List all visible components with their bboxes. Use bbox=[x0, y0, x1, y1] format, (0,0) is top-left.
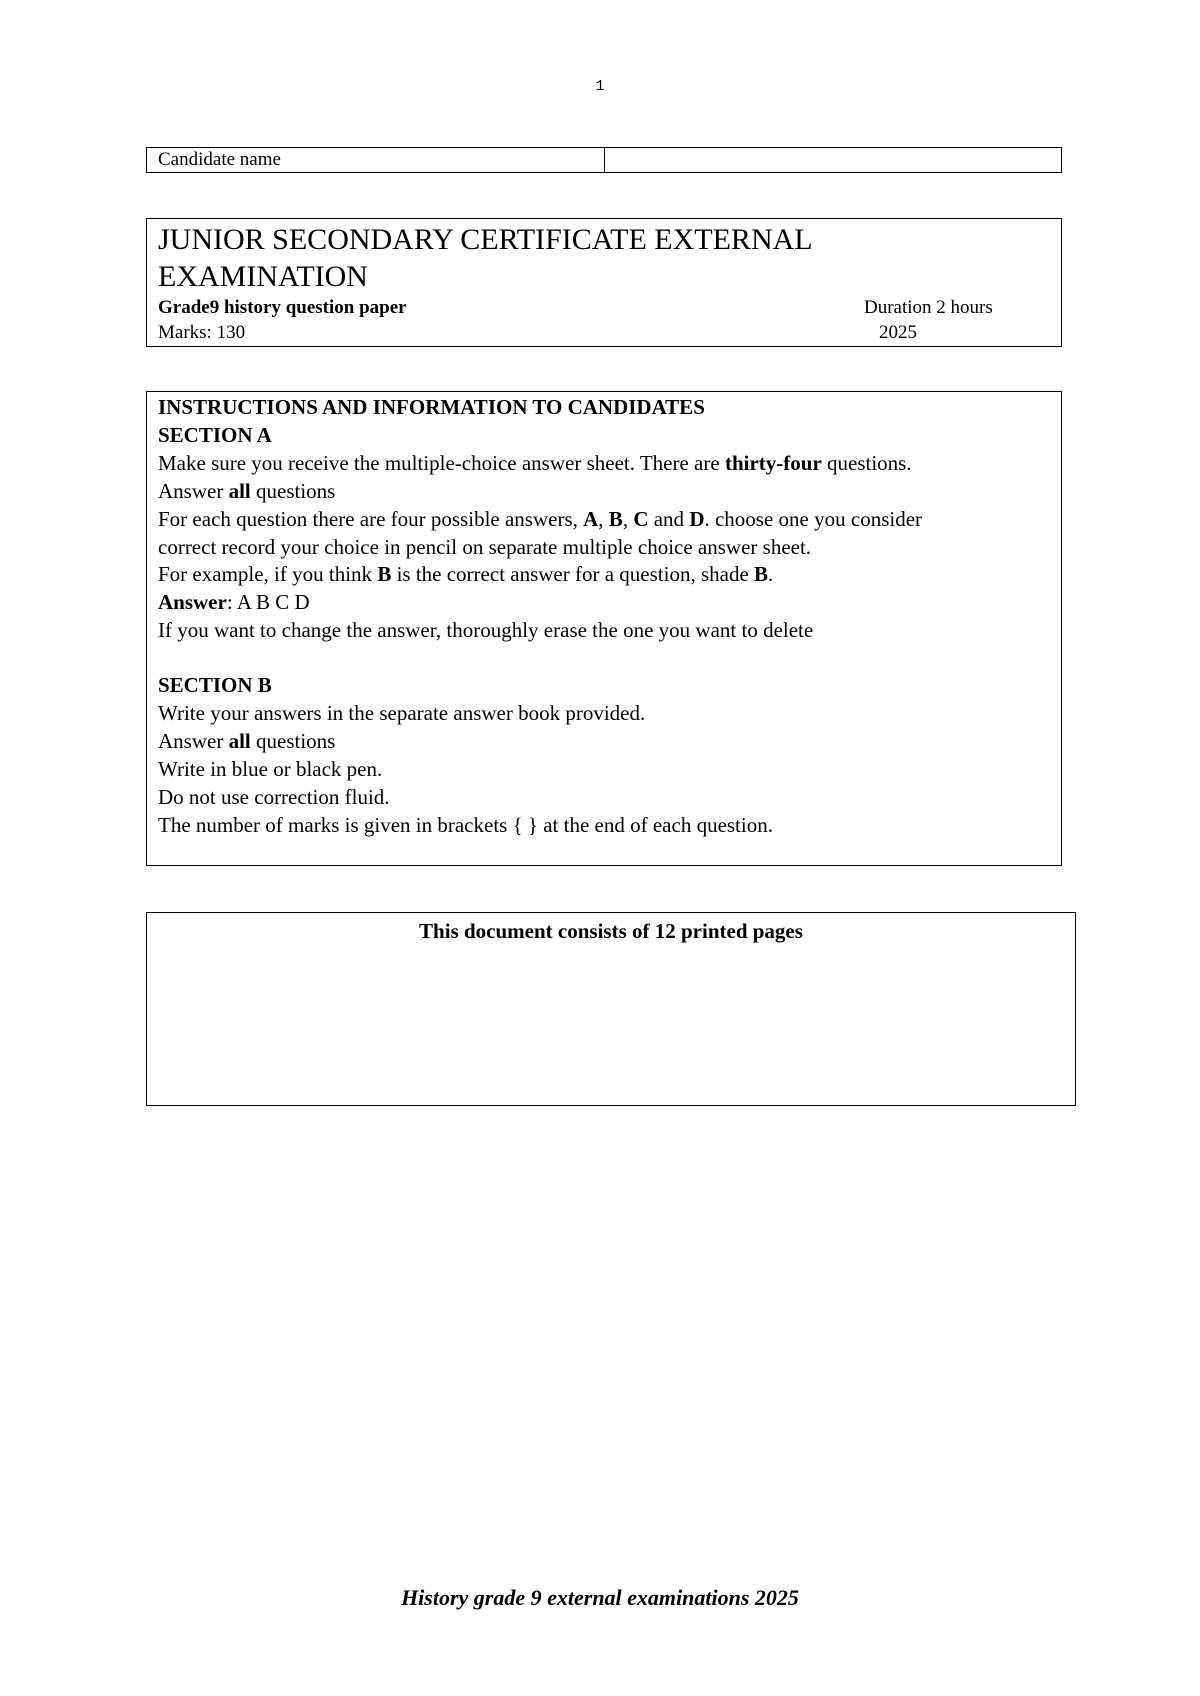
instructions-heading: INSTRUCTIONS AND INFORMATION TO CANDIDATES bbox=[158, 395, 705, 419]
marks: Marks: 130 bbox=[158, 322, 246, 343]
section-b-line2 bbox=[158, 728, 1050, 756]
text: and bbox=[648, 506, 690, 531]
text: Answer bbox=[158, 478, 229, 503]
text: Make sure you receive the multiple-choice answer sheet. There are bbox=[158, 450, 725, 475]
duration: Duration 2 hours bbox=[864, 297, 993, 318]
text: questions. bbox=[821, 450, 912, 475]
section-a-heading: SECTION A bbox=[158, 422, 272, 447]
section-b-line5: The number of marks is given in brackets { } at the end of each question. bbox=[158, 812, 773, 837]
exam-title bbox=[158, 221, 1050, 295]
page-footer: History grade 9 external examinations 2025 bbox=[401, 1585, 799, 1610]
text: . bbox=[768, 562, 774, 587]
option-a: A bbox=[583, 506, 599, 531]
exam-title-line2: EXAMINATION bbox=[158, 260, 368, 293]
spacer bbox=[158, 645, 1050, 672]
exam-header-box bbox=[146, 218, 1062, 347]
text: For example, if you think bbox=[158, 562, 378, 587]
paper-row bbox=[158, 295, 1050, 320]
emphasis: all bbox=[228, 478, 251, 503]
emphasis: B bbox=[377, 562, 392, 587]
text: , bbox=[622, 506, 634, 531]
option-b: B bbox=[608, 506, 623, 531]
section-a-line1 bbox=[158, 450, 1050, 478]
text: . choose one you consider bbox=[704, 506, 923, 531]
section-a-answer-example bbox=[158, 589, 1050, 617]
text: questions bbox=[250, 728, 336, 753]
pages-notice-box bbox=[146, 912, 1076, 1106]
marks-row bbox=[158, 320, 1050, 345]
option-d: D bbox=[689, 506, 705, 531]
section-b-heading: SECTION B bbox=[158, 673, 272, 698]
section-b-line4: Do not use correction fluid. bbox=[158, 784, 390, 809]
emphasis: B bbox=[754, 562, 769, 587]
question-count: thirty-four bbox=[724, 450, 822, 475]
text: , bbox=[598, 506, 609, 531]
answer-options: : A B C D bbox=[226, 590, 310, 615]
text: Answer bbox=[158, 728, 229, 753]
answer-label: Answer bbox=[158, 590, 227, 615]
paper-name: Grade9 history question paper bbox=[158, 297, 407, 318]
exam-title-line1: JUNIOR SECONDARY CERTIFICATE EXTERNAL bbox=[158, 223, 813, 256]
section-b-line3: Write in blue or black pen. bbox=[158, 756, 383, 781]
text: is the correct answer for a question, shade bbox=[391, 562, 755, 587]
candidate-name-field[interactable] bbox=[605, 148, 1061, 172]
candidate-name-label: Candidate name bbox=[147, 148, 605, 172]
instructions-box bbox=[146, 391, 1062, 866]
section-a-line2 bbox=[158, 478, 1050, 506]
pages-notice: This document consists of 12 printed pages bbox=[419, 919, 803, 943]
section-b-line1: Write your answers in the separate answer book provided. bbox=[158, 701, 646, 726]
text: questions bbox=[250, 478, 336, 503]
exam-year: 2025 bbox=[879, 322, 917, 343]
option-c: C bbox=[633, 506, 649, 531]
page-number: 1 bbox=[595, 78, 605, 95]
text: For each question there are four possible answers, bbox=[158, 506, 584, 531]
candidate-name-table bbox=[146, 147, 1062, 173]
section-a-line5 bbox=[158, 561, 1050, 589]
section-a-line4: correct record your choice in pencil on separate multiple choice answer sheet. bbox=[158, 534, 812, 559]
section-a-line3 bbox=[158, 506, 1050, 534]
emphasis: all bbox=[228, 728, 251, 753]
section-a-line7: If you want to change the answer, thoroughly erase the one you want to delete bbox=[158, 618, 814, 643]
